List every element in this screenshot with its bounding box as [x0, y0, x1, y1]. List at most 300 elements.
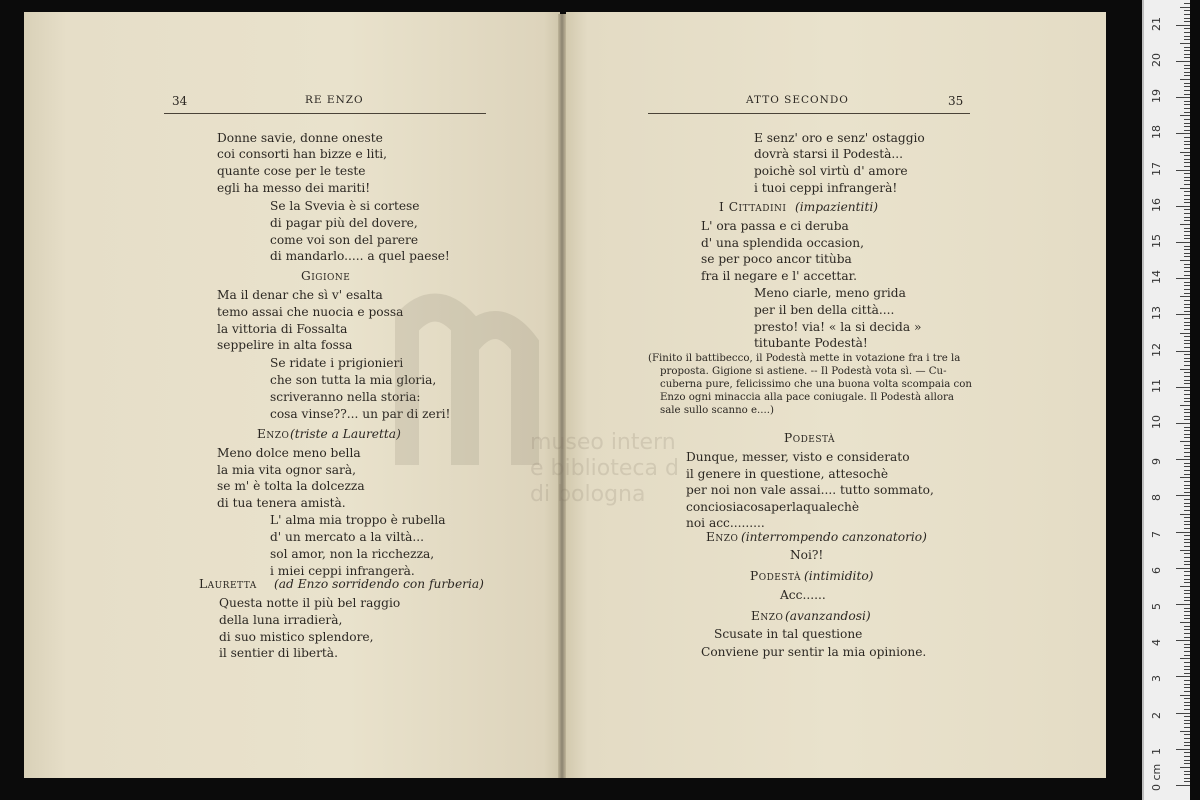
ruler-tick [1180, 695, 1190, 696]
ruler-tick [1184, 673, 1190, 674]
ruler-tick [1184, 191, 1190, 192]
ruler-tick [1184, 180, 1190, 181]
ruler-tick [1180, 550, 1190, 551]
ruler-tick [1184, 771, 1190, 772]
verse-line: L' ora passa e ci deruba [701, 219, 849, 233]
ruler-tick [1184, 651, 1190, 652]
ruler-tick [1184, 662, 1190, 663]
ruler-tick [1180, 296, 1190, 297]
verse-line: i miei ceppi infrangerà. [270, 564, 415, 578]
ruler-tick [1184, 684, 1190, 685]
ruler-tick [1184, 39, 1190, 40]
ruler-tick [1180, 586, 1190, 587]
ruler-tick [1176, 25, 1190, 26]
ruler-tick [1184, 130, 1190, 131]
ruler-tick [1184, 36, 1190, 37]
verse-line: di tua tenera amistà. [217, 496, 346, 510]
verse-line: d' una splendida occasion, [701, 236, 864, 250]
ruler-label: 0 cm [1150, 763, 1163, 791]
ruler-tick [1184, 94, 1190, 95]
ruler-tick [1184, 101, 1190, 102]
ruler-tick [1184, 65, 1190, 66]
ruler-tick [1184, 535, 1190, 536]
ruler-label: 20 [1150, 53, 1163, 67]
ruler-label: 8 [1150, 494, 1163, 502]
ruler-tick [1180, 731, 1190, 732]
ruler-tick [1176, 676, 1190, 677]
ruler-tick [1184, 376, 1190, 377]
ruler-tick [1184, 546, 1190, 547]
ruler-tick [1184, 503, 1190, 504]
ruler-tick [1176, 170, 1190, 171]
verse-line: Meno ciarle, meno grida [754, 286, 906, 300]
ruler-tick [1184, 358, 1190, 359]
ruler-tick [1184, 300, 1190, 301]
ruler-tick [1176, 604, 1190, 605]
verse-line: la mia vita ognor sarà, [217, 463, 356, 477]
ruler-tick [1184, 727, 1190, 728]
ruler-tick [1184, 553, 1190, 554]
verse-line: Dunque, messer, visto e considerato [686, 450, 910, 464]
ruler-tick [1184, 437, 1190, 438]
ruler-tick [1180, 622, 1190, 623]
ruler-tick [1184, 159, 1190, 160]
verse-line: come voi son del parere [270, 233, 419, 247]
ruler-tick [1180, 43, 1190, 44]
verse-line: Se ridate i prigionieri [270, 356, 404, 370]
ruler-tick [1176, 785, 1190, 786]
ruler-tick [1184, 231, 1190, 232]
ruler-tick [1184, 72, 1190, 73]
ruler-label: 15 [1150, 234, 1163, 248]
ruler-tick [1184, 202, 1190, 203]
ruler-tick [1180, 152, 1190, 153]
ruler-tick [1184, 521, 1190, 522]
verse-line: il sentier di libertà. [219, 646, 338, 660]
ruler-tick [1180, 115, 1190, 116]
verse-line: conciosiacosaperlaqualechè [686, 500, 860, 514]
ruler-tick [1184, 86, 1190, 87]
ruler-tick [1184, 600, 1190, 601]
ruler-label: 9 [1150, 458, 1163, 466]
ruler-tick [1180, 188, 1190, 189]
ruler-tick [1184, 282, 1190, 283]
ruler-tick [1184, 492, 1190, 493]
ruler-tick [1184, 249, 1190, 250]
ruler-label: 17 [1150, 161, 1163, 176]
ruler-tick [1184, 528, 1190, 529]
ruler-tick [1184, 209, 1190, 210]
watermark-line: di bologna [530, 482, 646, 507]
ruler-tick [1184, 738, 1190, 739]
ruler-tick [1184, 329, 1190, 330]
ruler-tick [1184, 571, 1190, 572]
ruler-tick [1184, 434, 1190, 435]
ruler-tick [1184, 325, 1190, 326]
ruler-tick [1184, 666, 1190, 667]
ruler-tick [1180, 224, 1190, 225]
ruler-tick [1176, 423, 1190, 424]
ruler-tick [1184, 228, 1190, 229]
ruler-tick [1184, 774, 1190, 775]
ruler-tick [1184, 723, 1190, 724]
ruler-label: 11 [1150, 378, 1163, 393]
verse-line: Ma il denar che sì v' esalta [217, 288, 383, 302]
verse-line: Acc...... [780, 588, 826, 602]
ruler-tick [1184, 709, 1190, 710]
ruler-tick [1184, 173, 1190, 174]
ruler-tick [1184, 564, 1190, 565]
right-page [566, 12, 1106, 778]
ruler-tick [1184, 427, 1190, 428]
ruler-tick [1184, 57, 1190, 58]
verse-line: Conviene pur sentir la mia opinione. [701, 645, 927, 659]
ruler-tick [1184, 126, 1190, 127]
ruler-tick [1184, 253, 1190, 254]
ruler-tick [1176, 532, 1190, 533]
ruler-tick [1176, 206, 1190, 207]
ruler-tick [1184, 390, 1190, 391]
verse-line: Meno dolce meno bella [217, 446, 361, 460]
ruler-tick [1180, 333, 1190, 334]
ruler-label: 7 [1150, 530, 1163, 538]
ruler-tick [1184, 285, 1190, 286]
ruler-tick [1184, 499, 1190, 500]
ruler-tick [1184, 542, 1190, 543]
ruler-tick [1184, 416, 1190, 417]
ruler-label: 6 [1150, 566, 1163, 574]
ruler-tick [1180, 79, 1190, 80]
ruler-tick [1184, 637, 1190, 638]
verse-line: poichè sol virtù d' amore [754, 164, 908, 178]
verse-line: di suo mistico splendore, [219, 630, 374, 644]
ruler-tick [1184, 50, 1190, 51]
stage-note-line: (Finito il battibecco, il Podestà mette in votazione fra i tre la [648, 353, 961, 364]
ruler-tick [1184, 575, 1190, 576]
ruler-tick [1184, 380, 1190, 381]
ruler-tick [1184, 669, 1190, 670]
ruler-tick [1184, 322, 1190, 323]
ruler-tick [1184, 293, 1190, 294]
verse-line: Se la Svevia è si cortese [270, 199, 420, 213]
ruler-tick [1184, 394, 1190, 395]
ruler-tick [1184, 184, 1190, 185]
ruler-tick [1176, 495, 1190, 496]
ruler-label: 16 [1150, 197, 1163, 212]
ruler-tick [1184, 340, 1190, 341]
ruler-tick [1184, 409, 1190, 410]
ruler-tick [1180, 7, 1190, 8]
ruler-tick [1176, 640, 1190, 641]
ruler-tick [1180, 767, 1190, 768]
ruler-tick [1184, 18, 1190, 19]
ruler-tick [1184, 691, 1190, 692]
ruler-tick [1184, 137, 1190, 138]
running-head: ATTO SECONDO [746, 94, 849, 106]
verse-line: egli ha messo dei mariti! [217, 181, 371, 195]
ruler-tick [1184, 524, 1190, 525]
ruler-label: 19 [1150, 89, 1163, 104]
ruler-tick [1184, 75, 1190, 76]
ruler-label: 14 [1150, 270, 1163, 285]
ruler-tick [1176, 459, 1190, 460]
ruler-tick [1184, 629, 1190, 630]
verse-line: la vittoria di Fossalta [217, 322, 348, 336]
ruler-tick [1184, 608, 1190, 609]
speaker-name: I Cittadini [719, 200, 787, 214]
ruler-tick [1184, 419, 1190, 420]
ruler-tick [1184, 618, 1190, 619]
ruler-tick [1184, 644, 1190, 645]
verse-line: se per poco ancor titùba [701, 252, 852, 266]
ruler-tick [1184, 452, 1190, 453]
ruler-tick [1184, 456, 1190, 457]
ruler-tick [1184, 756, 1190, 757]
stage-note-line: Enzo ogni minaccia alla pace coniugale. Il Podestà allora [660, 392, 954, 403]
ruler-tick [1184, 148, 1190, 149]
ruler-tick [1184, 702, 1190, 703]
ruler-tick [1184, 593, 1190, 594]
ruler-tick [1184, 579, 1190, 580]
page-number: 35 [948, 94, 964, 108]
ruler-tick [1184, 463, 1190, 464]
ruler-tick [1184, 90, 1190, 91]
verse-line: Scusate in tal questione [714, 627, 863, 641]
ruler-label: 13 [1150, 306, 1163, 321]
ruler-tick [1176, 133, 1190, 134]
verse-line: se m' è tolta la dolcezza [217, 479, 365, 493]
ruler-tick [1176, 278, 1190, 279]
speaker-name: Gigione [301, 269, 351, 283]
ruler-tick [1184, 217, 1190, 218]
ruler-tick [1184, 430, 1190, 431]
ruler-tick [1184, 582, 1190, 583]
ruler-tick [1184, 108, 1190, 109]
ruler-tick [1184, 680, 1190, 681]
ruler-tick [1184, 199, 1190, 200]
ruler-tick [1184, 14, 1190, 15]
verse-line: d' un mercato a la viltà... [270, 530, 425, 544]
ruler-tick [1184, 687, 1190, 688]
ruler-tick [1184, 626, 1190, 627]
ruler-tick [1184, 220, 1190, 221]
ruler-tick [1184, 304, 1190, 305]
ruler-tick [1184, 141, 1190, 142]
verse-line: Noi?! [790, 548, 824, 562]
ruler-tick [1184, 510, 1190, 511]
watermark-line: museo intern [530, 430, 676, 455]
ruler-tick [1184, 235, 1190, 236]
ruler-label: 5 [1150, 603, 1163, 610]
verse-line: di mandarlo..... a quel paese! [270, 249, 450, 263]
header-rule [164, 113, 486, 114]
ruler-tick [1180, 441, 1190, 442]
ruler-label: 18 [1150, 125, 1163, 140]
ruler-tick [1176, 242, 1190, 243]
stage-note-line: proposta. Gigione si astiene. -- Il Podestà vota sì. — Cu- [660, 366, 947, 377]
ruler-tick [1184, 597, 1190, 598]
ruler-tick [1184, 3, 1190, 4]
verse-line: fra il negare e l' accettar. [701, 269, 857, 283]
ruler-tick [1184, 162, 1190, 163]
speaker-name: Podestà [750, 569, 802, 583]
watermark-logo-icon [395, 285, 545, 475]
ruler-tick [1184, 307, 1190, 308]
verse-line: della luna irradierà, [219, 613, 343, 627]
ruler-tick [1184, 752, 1190, 753]
ruler-tick [1184, 401, 1190, 402]
ruler-tick [1184, 10, 1190, 11]
ruler-tick [1180, 260, 1190, 261]
ruler-tick [1184, 83, 1190, 84]
ruler-tick [1184, 238, 1190, 239]
ruler-tick [1184, 781, 1190, 782]
ruler-tick [1184, 112, 1190, 113]
ruler-tick [1184, 54, 1190, 55]
ruler-tick [1176, 749, 1190, 750]
ruler-tick [1184, 104, 1190, 105]
stage-direction: (impazientiti) [795, 200, 879, 214]
book-gutter [558, 14, 566, 778]
ruler-label: 4 [1150, 639, 1163, 647]
ruler-tick [1184, 539, 1190, 540]
ruler-tick [1184, 615, 1190, 616]
verse-line: dovrà starsi il Podestà... [754, 147, 904, 161]
ruler-tick [1184, 361, 1190, 362]
verse-line: presto! via! « la si decida » [754, 320, 922, 334]
ruler-tick [1184, 119, 1190, 120]
ruler-tick [1184, 264, 1190, 265]
stage-note-line: cuberna pure, felicissimo che una buona volta scompaia con [660, 379, 972, 390]
ruler-tick [1184, 144, 1190, 145]
ruler-label: 10 [1150, 415, 1163, 429]
ruler-tick [1184, 763, 1190, 764]
ruler-tick [1184, 517, 1190, 518]
running-head: RE ENZO [305, 94, 364, 106]
ruler-tick [1184, 336, 1190, 337]
header-rule [648, 113, 970, 114]
ruler-tick [1184, 347, 1190, 348]
ruler-tick [1184, 213, 1190, 214]
ruler-tick [1176, 97, 1190, 98]
ruler-tick [1184, 742, 1190, 743]
ruler-tick [1184, 372, 1190, 373]
verse-line: seppelire in alta fossa [217, 338, 353, 352]
stage-direction: (triste a Lauretta) [290, 427, 401, 441]
verse-line: che son tutta la mia gloria, [270, 373, 437, 387]
verse-line: quante cose per le teste [217, 164, 366, 178]
ruler-tick [1184, 734, 1190, 735]
speaker-name: Enzo [751, 609, 784, 623]
verse-line: noi acc......... [686, 516, 765, 530]
ruler-tick [1184, 398, 1190, 399]
ruler-label: 3 [1150, 675, 1163, 683]
ruler-label: 1 [1150, 747, 1163, 755]
stage-direction: (interrompendo canzonatorio) [741, 530, 927, 544]
verse-line: titubante Podestà! [754, 336, 868, 350]
ruler-label: 21 [1150, 16, 1163, 31]
verse-line: temo assai che nuocia e possa [217, 305, 404, 319]
ruler-tick [1184, 68, 1190, 69]
speaker-name: Lauretta [199, 577, 257, 591]
ruler-tick [1184, 481, 1190, 482]
ruler-tick [1184, 720, 1190, 721]
verse-line: i tuoi ceppi infrangerà! [754, 181, 898, 195]
ruler-tick [1184, 177, 1190, 178]
ruler-tick [1184, 256, 1190, 257]
stage-note-line: sale sullo scanno e....) [660, 405, 774, 416]
verse-line: sol amor, non la ricchezza, [270, 547, 435, 561]
verse-line: cosa vinse??... un par di zeri! [270, 407, 451, 421]
ruler-tick [1184, 647, 1190, 648]
ruler-tick [1184, 354, 1190, 355]
ruler-tick [1184, 716, 1190, 717]
ruler-tick [1176, 387, 1190, 388]
ruler-tick [1184, 365, 1190, 366]
measuring-ruler [1142, 0, 1190, 800]
ruler-tick [1184, 760, 1190, 761]
ruler-tick [1184, 32, 1190, 33]
ruler-tick [1184, 289, 1190, 290]
ruler-tick [1184, 557, 1190, 558]
ruler-tick [1184, 267, 1190, 268]
ruler-tick [1184, 470, 1190, 471]
ruler-tick [1184, 318, 1190, 319]
page-number: 34 [172, 94, 188, 108]
stage-direction: (ad Enzo sorridendo con furberia) [274, 577, 484, 591]
ruler-tick [1176, 314, 1190, 315]
ruler-tick [1184, 195, 1190, 196]
ruler-tick [1180, 658, 1190, 659]
ruler-tick [1184, 448, 1190, 449]
ruler-tick [1176, 713, 1190, 714]
verse-line: coi consorti han bizze e liti, [217, 147, 388, 161]
verse-line: L' alma mia troppo è rubella [270, 513, 446, 527]
ruler-tick [1184, 705, 1190, 706]
verse-line: di pagar più del dovere, [270, 216, 418, 230]
verse-line: Questa notte il più bel raggio [219, 596, 401, 610]
ruler-tick [1184, 778, 1190, 779]
ruler-tick [1184, 445, 1190, 446]
verse-line: Donne savie, donne oneste [217, 131, 383, 145]
ruler-tick [1184, 698, 1190, 699]
ruler-tick [1180, 405, 1190, 406]
verse-line: per noi non vale assai.... tutto sommato, [686, 483, 934, 497]
ruler-tick [1184, 47, 1190, 48]
verse-line: per il ben della città.... [754, 303, 895, 317]
ruler-tick [1184, 488, 1190, 489]
ruler-tick [1184, 745, 1190, 746]
watermark-line: e biblioteca d [530, 456, 679, 481]
stage-direction: (avanzandosi) [785, 609, 871, 623]
ruler-tick [1184, 506, 1190, 507]
ruler-tick [1184, 590, 1190, 591]
ruler-tick [1184, 611, 1190, 612]
ruler-tick [1184, 246, 1190, 247]
ruler-tick [1184, 166, 1190, 167]
ruler-tick [1184, 561, 1190, 562]
ruler-tick [1184, 28, 1190, 29]
ruler-label: 12 [1150, 342, 1163, 357]
verse-line: E senz' oro e senz' ostaggio [754, 131, 925, 145]
ruler-tick [1184, 383, 1190, 384]
ruler-tick [1180, 477, 1190, 478]
ruler-tick [1184, 466, 1190, 467]
speaker-name: Podestà [784, 431, 836, 445]
ruler-tick [1176, 351, 1190, 352]
ruler-tick [1184, 633, 1190, 634]
ruler-tick [1180, 369, 1190, 370]
